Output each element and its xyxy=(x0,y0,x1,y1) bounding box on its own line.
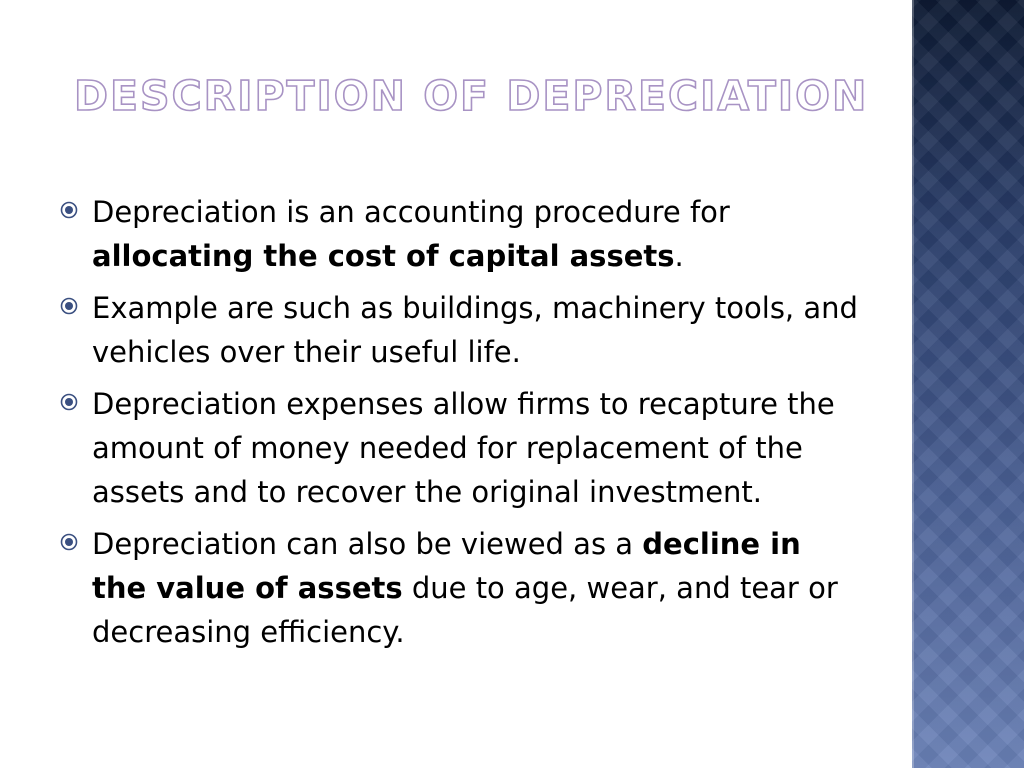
bullet-text-3: Depreciation expenses allow firms to recapture the amount of money needed for replacement of the assets and to recover the original investment. xyxy=(92,387,835,509)
bullet-text-4: Depreciation can also be viewed as a decline in the value of assets due to age, wear, and tear or decreasing efficiency. xyxy=(92,527,838,649)
radio-bullet-icon xyxy=(60,201,78,219)
bullet-emphasis-1: allocating the cost of capital assets xyxy=(92,239,675,273)
decorative-side-panel xyxy=(912,0,1024,768)
radio-bullet-icon xyxy=(60,533,78,551)
bullet-text-2: Example are such as buildings, machinery tools, and vehicles over their useful life. xyxy=(92,291,858,369)
bullet-item-1 xyxy=(60,190,860,278)
radio-bullet-icon xyxy=(60,297,78,315)
bullet-item-2 xyxy=(60,286,860,374)
slide-title: DESCRIPTION OF DEPRECIATION xyxy=(74,72,869,120)
bullet-item-3 xyxy=(60,382,860,514)
bullet-item-4 xyxy=(60,522,860,654)
side-panel-edge xyxy=(912,0,914,768)
bullet-list xyxy=(60,190,860,662)
radio-bullet-icon xyxy=(60,393,78,411)
bullet-text-1: Depreciation is an accounting procedure for allocating the cost of capital assets. xyxy=(92,195,730,273)
bullet-emphasis-4: decline in the value of assets xyxy=(92,527,801,605)
